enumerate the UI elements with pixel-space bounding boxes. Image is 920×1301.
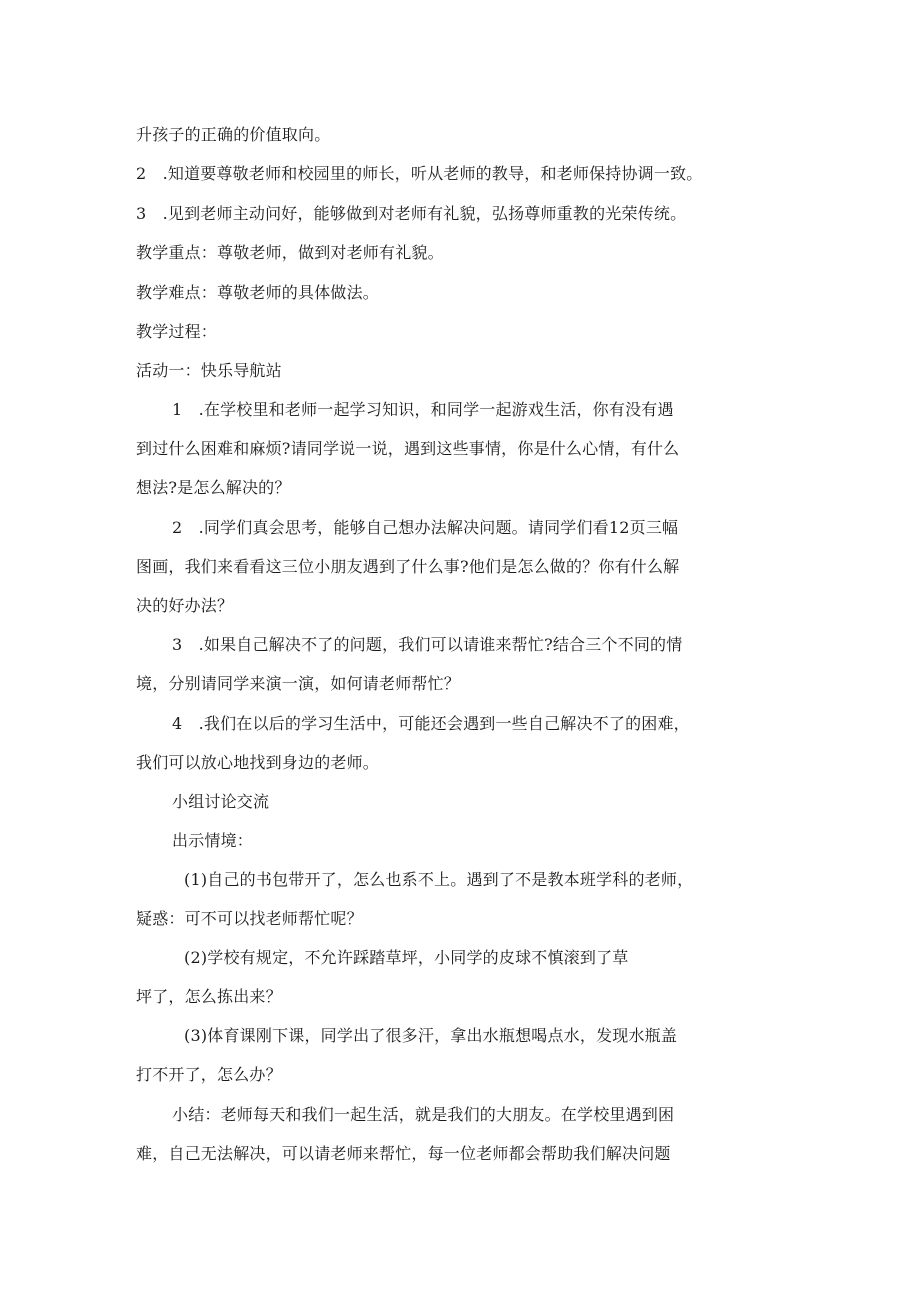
text-line: 4 .我们在以后的学习生活中，可能还会遇到一些自己解决不了的困难， [172, 714, 690, 733]
text-line: 境，分别请同学来演一演，如何请老师帮忙？ [136, 674, 461, 693]
text-line: 教学重点：尊敬老师，做到对老师有礼貌。 [136, 243, 444, 262]
text-line: 2 .知道要尊敬老师和校园里的师长，听从老师的教导，和老师保持协调一致。 [136, 164, 703, 183]
text-line: 3 .见到老师主动问好，能够做到对老师有礼貌，弘扬尊师重教的光荣传统。 [136, 204, 687, 223]
text-line: 小结：老师每天和我们一起生活，就是我们的大朋友。在学校里遇到困 [172, 1105, 675, 1124]
text-line: 活动一：快乐导航站 [136, 361, 282, 380]
text-line: 打不开了，怎么办？ [136, 1065, 282, 1084]
text-line: 图画，我们来看看这三位小朋友遇到了什么事?他们是怎么做的？你有什么解 [136, 557, 680, 576]
text-line: 决的好办法？ [136, 596, 234, 615]
text-line: 教学难点：尊敬老师的具体做法。 [136, 283, 380, 302]
text-line: 教学过程： [136, 322, 218, 341]
text-line: 出示情境： [172, 831, 254, 850]
text-line: 2 .同学们真会思考，能够自己想办法解决问题。请同学们看12页三幅 [172, 518, 679, 537]
text-line: (2)学校有规定，不允许踩踏草坪，小同学的皮球不慎滚到了草 [184, 948, 629, 967]
text-line: 到过什么困难和麻烦?请同学说一说，遇到这些事情，你是什么心情，有什么 [136, 439, 680, 458]
text-line: 我们可以放心地找到身边的老师。 [136, 753, 380, 772]
text-line: 难，自己无法解决，可以请老师来帮忙，每一位老师都会帮助我们解决问题 [136, 1144, 671, 1163]
text-line: 坪了，怎么拣出来？ [136, 987, 282, 1006]
text-line: 3 .如果自己解决不了的问题，我们可以请谁来帮忙?结合三个不同的情 [172, 635, 683, 654]
text-line: 疑惑：可不可以找老师帮忙呢？ [136, 909, 363, 928]
text-line: 升孩子的正确的价值取向。 [136, 125, 331, 144]
text-line: (1)自己的书包带开了，怎么也系不上。遇到了不是教本班学科的老师， [184, 870, 694, 889]
text-line: 想法?是怎么解决的？ [136, 478, 291, 497]
text-line: 1 .在学校里和老师一起学习知识，和同学一起游戏生活，你有没有遇 [172, 400, 674, 419]
text-line: (3)体育课刚下课，同学出了很多汗，拿出水瓶想喝点水，发现水瓶盖 [184, 1026, 678, 1045]
text-line: 小组讨论交流 [172, 792, 270, 811]
